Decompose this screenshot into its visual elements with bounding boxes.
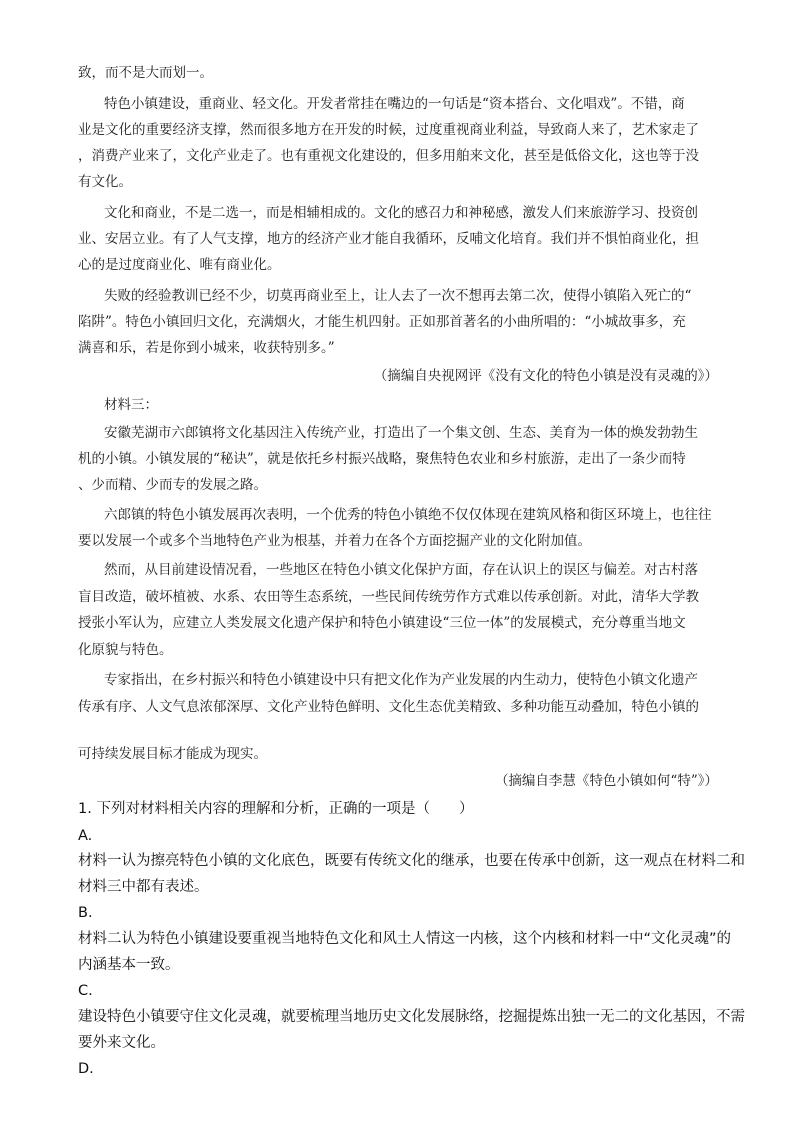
passage-line: 专家指出，在乡村振兴和特色小镇建设中只有把文化作为产业发展的内生动力，使特色小镇文化遗产 [104, 672, 698, 688]
passage-line: 陷阱”。特色小镇回归文化，充满烟火，才能生机四射。正如那首著名的小曲所唱的：“小城故事多，充 [78, 314, 686, 330]
passage-line: 业是文化的重要经济支撑，然而很多地方在开发的时候，过度重视商业利益，导致商人来了，艺术家走了 [78, 122, 699, 138]
option-b-text[interactable]: 内涵基本一致。 [78, 957, 180, 973]
option-a-text[interactable]: 材料一认为擦亮特色小镇的文化底色，既要有传统文化的继承，也要在传承中创新，这一观点在材料二和 [78, 853, 745, 869]
question-stem: 1. 下列对材料相关内容的理解和分析，正确的一项是（ ） [78, 801, 474, 817]
passage-line: 机的小镇。小镇发展的“秘诀”，就是依托乡村振兴战略，聚焦特色农业和乡村旅游，走出了一条少而特 [78, 451, 686, 467]
passage-line: 六郎镇的特色小镇发展再次表明，一个优秀的特色小镇绝不仅仅体现在建筑风格和街区环境上，也往往 [104, 507, 712, 523]
passage-line: 失败的经验教训已经不少，切莫再商业至上，让人去了一次不想再去第二次，使得小镇陷入死亡的“ [104, 288, 692, 304]
option-d-label[interactable]: D. [78, 1061, 94, 1077]
passage-line: 然而，从目前建设情况看，一些地区在特色小镇文化保护方面，存在认识上的误区与偏差。对古村落 [104, 562, 698, 578]
option-c-text[interactable]: 要外来文化。 [78, 1035, 165, 1051]
source-citation: （摘编自李慧《特色小镇如何“特”》） [494, 773, 718, 789]
option-a-text[interactable]: 材料三中都有表述。 [78, 879, 209, 895]
option-c-label[interactable]: C. [78, 983, 93, 999]
section-heading: 材料三： [104, 397, 158, 413]
passage-line: 致，而不是大而划一。 [78, 65, 213, 81]
passage-line: 要以发展一个或多个当地特色产业为根基，并着力在各个方面挖掘产业的文化附加值。 [78, 533, 591, 549]
passage-line: 盲目改造，破坏植被、水系、农田等生态系统，一些民间传统劳作方式难以传承创新。对此，清华大学教 [78, 589, 699, 605]
passage-line: 化原貌与特色。 [78, 642, 173, 658]
passage-line: 可持续发展目标才能成为现实。 [78, 746, 267, 762]
passage-line: 心的是过度商业化、唯有商业化。 [78, 257, 281, 273]
passage-line: 文化和商业，不是二选一，而是相辅相成的。文化的感召力和神秘感，激发人们来旅游学习、投资创 [104, 205, 698, 221]
option-c-text[interactable]: 建设特色小镇要守住文化灵魂，就要梳理当地历史文化发展脉络，挖掘提炼出独一无二的文化基因，不需 [78, 1009, 745, 1025]
option-a-label[interactable]: A. [78, 828, 93, 844]
passage-line: 、少而精、少而专的发展之路。 [78, 477, 267, 493]
passage-line: 满喜和乐，若是你到小城来，收获特别多。” [78, 340, 335, 356]
passage-line: 传承有序、人文气息浓郁深厚、文化产业特色鲜明、文化生态优美精致、多种功能互动叠加，特色小镇的 [78, 699, 699, 715]
passage-line: ，消费产业来了，文化产业走了。也有重视文化建设的，但多用舶来文化，甚至是低俗文化，这也等于没 [78, 148, 699, 164]
passage-line: 特色小镇建设，重商业、轻文化。开发者常挂在嘴边的一句话是“资本搭台、文化唱戏”。不错，商 [104, 96, 685, 112]
option-b-label[interactable]: B. [78, 905, 93, 921]
passage-line: 有文化。 [78, 174, 132, 190]
source-citation: （摘编自央视网评《没有文化的特色小镇是没有灵魂的》） [373, 368, 718, 384]
option-b-text[interactable]: 材料二认为特色小镇建设要重视当地特色文化和风土人情这一内核，这个内核和材料一中“文化灵魂”的 [78, 931, 732, 947]
passage-line: 业、安居立业。有了人气支撑，地方的经济产业才能自我循环，反哺文化培育。我们并不惧怕商业化，担 [78, 231, 699, 247]
passage-line: 授张小军认为，应建立人类发展文化遗产保护和特色小镇建设“三位一体”的发展模式，充分尊重当地文 [78, 615, 686, 631]
passage-line: 安徽芜湖市六郎镇将文化基因注入传统产业，打造出了一个集文创、生态、美育为一体的焕发勃勃生 [104, 425, 698, 441]
